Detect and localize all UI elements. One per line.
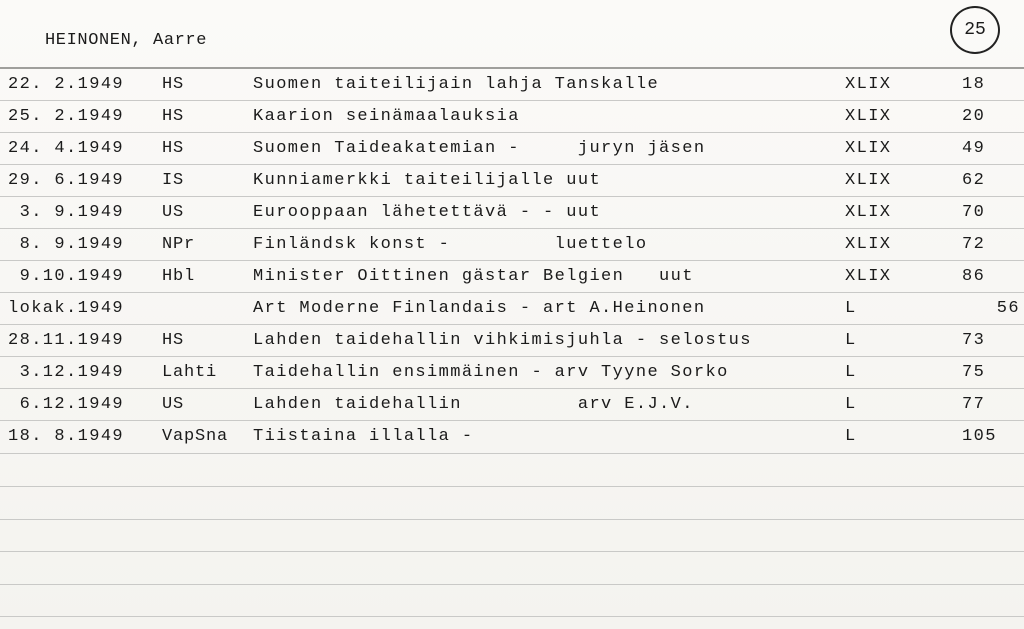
entry-row [0,261,1024,293]
entry-title: Finländsk konst - luettelo [253,235,648,254]
entry-title: Suomen Taideakatemian - juryn jäsen [253,139,706,158]
entry-page: 86 [962,267,986,286]
row-rule [0,616,1024,617]
entry-title: Lahden taidehallin vihkimisjuhla - selostus [253,331,752,350]
entry-date: 9.10.1949 [8,267,125,286]
entry-date: 18. 8.1949 [8,427,125,446]
entry-row [0,165,1024,197]
entry-row [0,69,1024,101]
entry-volume: XLIX [845,75,892,94]
entry-volume: L [845,331,857,350]
entry-source: HS [162,107,185,126]
entry-page: 18 [962,75,986,94]
entry-page: 56 [962,299,1021,318]
entry-date: 8. 9.1949 [8,235,125,254]
row-rule [0,453,1024,454]
entry-volume: XLIX [845,171,892,190]
entry-volume: L [845,299,857,318]
entry-title: Minister Oittinen gästar Belgien uut [253,267,694,286]
entry-date: 24. 4.1949 [8,139,125,158]
entry-row [0,101,1024,133]
entry-date: 22. 2.1949 [8,75,125,94]
entry-page: 62 [962,171,986,190]
entry-title: Lahden taidehallin arv E.J.V. [253,395,694,414]
entry-title: Kunniamerkki taiteilijalle uut [253,171,602,190]
entry-title: Suomen taiteilijain lahja Tanskalle [253,75,660,94]
entry-title: Kaarion seinämaalauksia [253,107,520,126]
entry-source: VapSna [162,427,229,446]
entry-date: 3.12.1949 [8,363,125,382]
entry-source: Lahti [162,363,218,382]
entry-page: 72 [962,235,986,254]
entry-page: 105 [962,427,997,446]
entry-page: 20 [962,107,986,126]
entry-page: 73 [962,331,986,350]
entry-row [0,197,1024,229]
entry-date: 3. 9.1949 [8,203,125,222]
entry-row [0,389,1024,421]
entry-row [0,325,1024,357]
entry-row [0,229,1024,261]
entry-row [0,293,1024,325]
entry-date: 25. 2.1949 [8,107,125,126]
entry-source: IS [162,171,185,190]
entry-page: 70 [962,203,986,222]
entry-source: HS [162,331,185,350]
entry-row [0,133,1024,165]
card-header-name: HEINONEN, Aarre [45,31,208,50]
entry-volume: XLIX [845,203,892,222]
entry-source: HS [162,139,185,158]
entry-volume: L [845,363,857,382]
entry-date: lokak.1949 [8,299,125,318]
row-rule [0,486,1024,487]
card-number: 25 [964,20,986,40]
entry-title: Eurooppaan lähetettävä - - uut [253,203,602,222]
entry-date: 6.12.1949 [8,395,125,414]
entry-volume: L [845,395,857,414]
entry-row [0,421,1024,453]
entry-volume: XLIX [845,267,892,286]
entry-date: 29. 6.1949 [8,171,125,190]
entry-date: 28.11.1949 [8,331,125,350]
entry-volume: XLIX [845,107,892,126]
entry-row [0,357,1024,389]
entry-source: NPr [162,235,196,254]
entry-volume: XLIX [845,235,892,254]
entry-source: HS [162,75,185,94]
row-rule [0,551,1024,552]
entry-source: US [162,203,185,222]
entry-page: 77 [962,395,986,414]
entry-volume: XLIX [845,139,892,158]
entry-title: Taidehallin ensimmäinen - arv Tyyne Sorko [253,363,729,382]
entry-title: Tiistaina illalla - [253,427,474,446]
entry-source: Hbl [162,267,196,286]
card-number-circle [950,6,1000,54]
entry-title: Art Moderne Finlandais - art A.Heinonen [253,299,706,318]
row-rule [0,584,1024,585]
entry-volume: L [845,427,857,446]
entry-page: 49 [962,139,986,158]
row-rule [0,519,1024,520]
entry-page: 75 [962,363,986,382]
entry-source: US [162,395,185,414]
